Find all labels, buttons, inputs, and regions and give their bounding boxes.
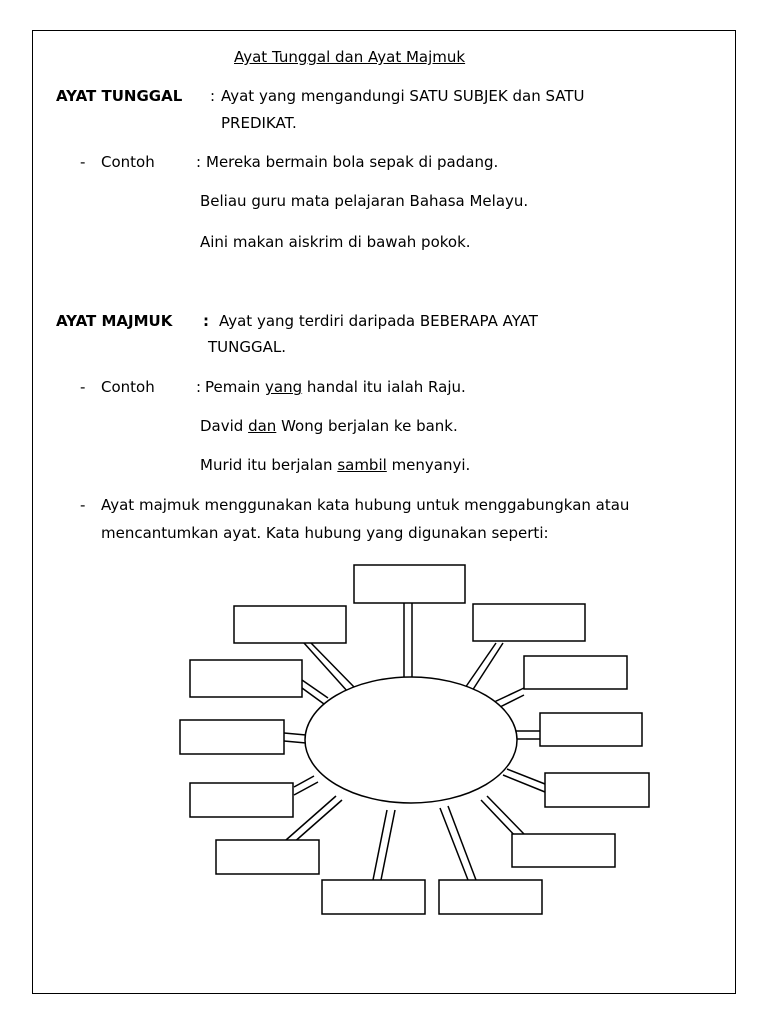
example-text: handal itu ialah Raju.	[302, 378, 466, 396]
blank-box	[190, 783, 293, 817]
blank-box	[545, 773, 649, 807]
connector-line	[440, 808, 468, 880]
note-line-1: Ayat majmuk menggunakan kata hubung untuk menggabungkan atau	[101, 496, 630, 514]
page-title: Ayat Tunggal dan Ayat Majmuk	[234, 48, 466, 66]
connector-line	[472, 643, 503, 691]
connector-line	[381, 810, 395, 880]
connector-line	[465, 643, 496, 688]
blank-box	[512, 834, 615, 867]
tunggal-term: AYAT TUNGGAL	[56, 87, 183, 105]
connector-line	[311, 643, 356, 689]
connector-line	[302, 680, 328, 698]
connector-line	[487, 796, 524, 834]
majmuk-example-colon: :	[196, 378, 202, 396]
example-text: menyanyi.	[386, 456, 471, 474]
connector-line	[302, 688, 324, 704]
majmuk-definition-line-1: Ayat yang terdiri daripada BEBERAPA AYAT	[219, 312, 538, 330]
blank-box	[216, 840, 319, 874]
connector-line	[503, 775, 545, 792]
connector-line	[448, 806, 476, 880]
tunggal-example-2: Beliau guru mata pelajaran Bahasa Melayu.	[200, 192, 529, 210]
blank-box	[439, 880, 542, 914]
majmuk-definition-line-2: TUNGGAL.	[208, 338, 286, 356]
blank-box	[190, 660, 302, 697]
blank-box	[354, 565, 465, 603]
example-text: David	[200, 417, 249, 435]
majmuk-colon: :	[203, 312, 209, 330]
connector-line	[294, 782, 318, 795]
tunggal-bullet: -	[80, 153, 86, 171]
blank-box	[540, 713, 642, 746]
majmuk-term: AYAT MAJMUK	[56, 312, 173, 330]
example-text: Pemain	[205, 378, 265, 396]
blank-box	[322, 880, 425, 914]
majmuk-bullet: -	[80, 378, 86, 396]
majmuk-example-label: Contoh	[101, 378, 155, 396]
example-text: Wong berjalan ke bank.	[276, 417, 458, 435]
blank-box	[234, 606, 346, 643]
note-bullet: -	[80, 496, 86, 514]
blank-box	[180, 720, 284, 754]
connector-line	[284, 741, 306, 743]
tunggal-example-colon: :	[196, 153, 202, 171]
blank-box	[524, 656, 627, 689]
tunggal-colon: :	[210, 87, 216, 105]
connector-line	[284, 733, 306, 735]
tunggal-definition-line-1: Ayat yang mengandungi SATU SUBJEK dan SATU	[221, 87, 585, 105]
tunggal-example-label: Contoh	[101, 153, 155, 171]
tunggal-definition-line-2: PREDIKAT.	[221, 114, 297, 132]
example-text: Murid itu berjalan	[200, 456, 338, 474]
connector-line	[507, 769, 545, 784]
tunggal-example-3: Aini makan aiskrim di bawah pokok.	[200, 233, 471, 251]
conjunction-underlined: dan	[248, 417, 277, 435]
conjunction-underlined: sambil	[337, 456, 387, 474]
note-line-2: mencantumkan ayat. Kata hubung yang digunakan seperti:	[101, 524, 549, 542]
conjunction-underlined: yang	[265, 378, 303, 396]
connector-line	[373, 810, 387, 880]
connector-line	[492, 688, 524, 703]
center-ellipse	[305, 677, 517, 803]
connector-line	[292, 800, 342, 844]
blank-box	[473, 604, 585, 641]
tunggal-example-1: Mereka bermain bola sepak di padang.	[206, 153, 499, 171]
connector-line	[304, 643, 348, 692]
